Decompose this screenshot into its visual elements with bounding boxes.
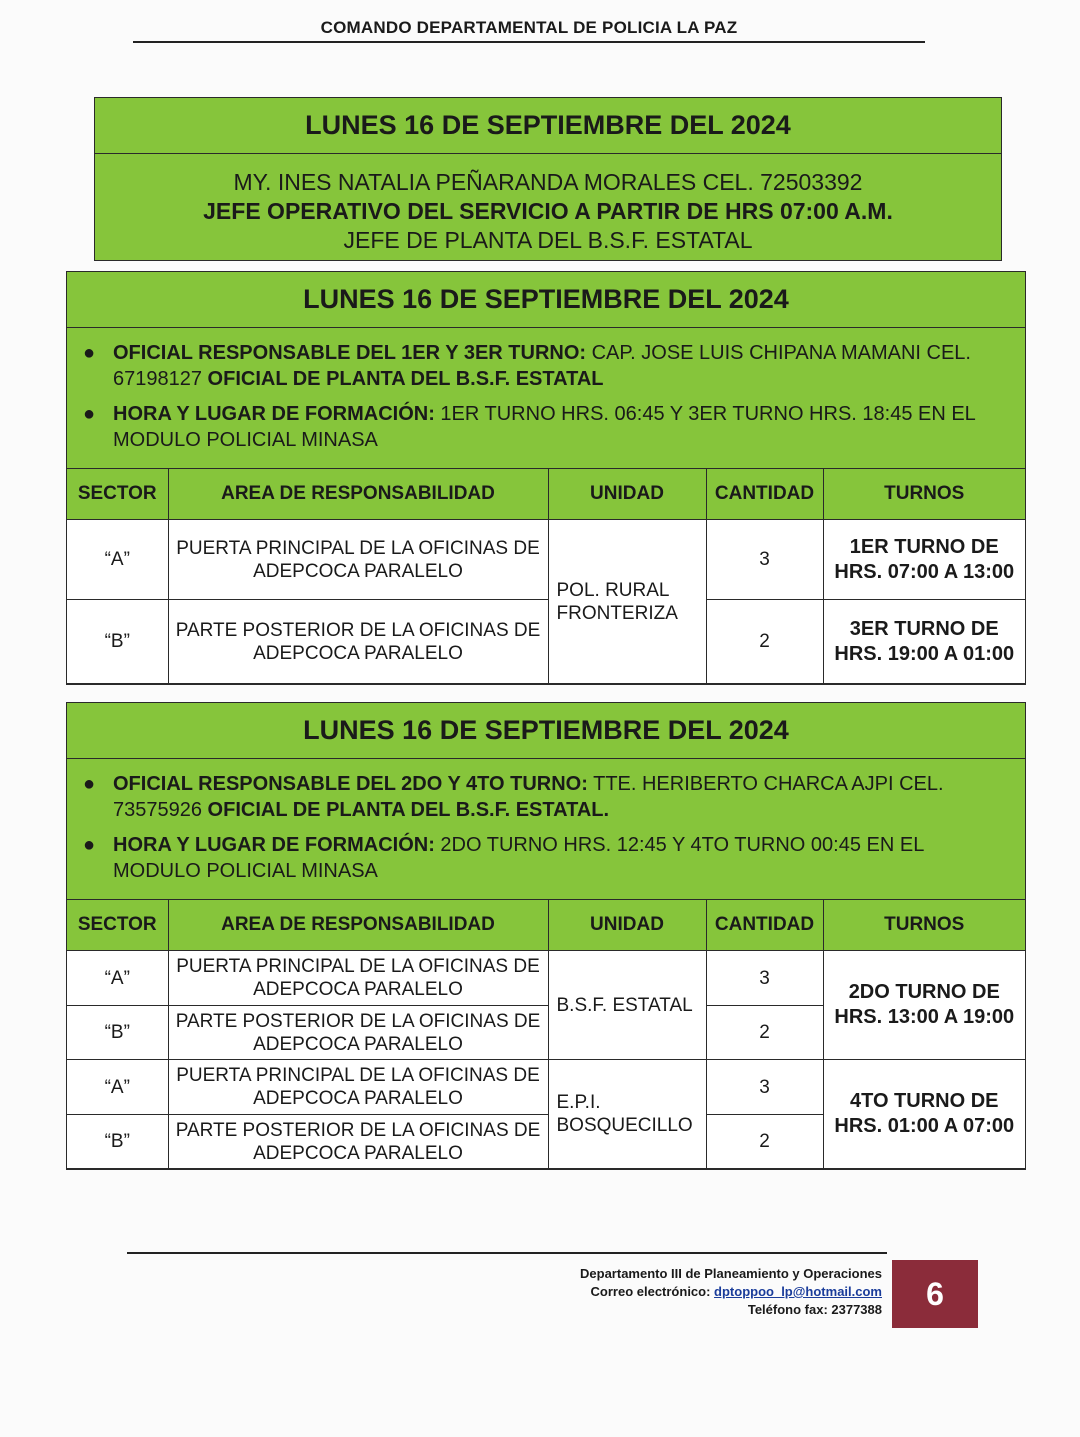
header-divider bbox=[133, 41, 925, 43]
section-1-table bbox=[67, 468, 1025, 684]
chief-role: JEFE OPERATIVO DEL SERVICIO A PARTIR DE HRS 07:00 A.M. bbox=[203, 198, 893, 224]
cell-sector: “B” bbox=[67, 1115, 168, 1169]
table-row bbox=[67, 951, 1025, 1006]
cell-area: PARTE POSTERIOR DE LA OFICINAS DE ADEPCOCA PARALELO bbox=[168, 1006, 548, 1060]
cell-turn: 1ER TURNO DE HRS. 07:00 A 13:00 bbox=[823, 520, 1025, 600]
col-unit: UNIDAD bbox=[548, 900, 706, 951]
cell-turn: 3ER TURNO DE HRS. 19:00 A 01:00 bbox=[823, 600, 1025, 684]
bullet-formation bbox=[83, 832, 1015, 884]
cell-area: PUERTA PRINCIPAL DE LA OFICINAS DE ADEPCOCA PARALELO bbox=[168, 520, 548, 600]
bullet-officer-tail: OFICIAL DE PLANTA DEL B.S.F. ESTATAL. bbox=[207, 799, 610, 821]
bullet-formation bbox=[83, 401, 1015, 453]
chief-box-title: LUNES 16 DE SEPTIEMBRE DEL 2024 bbox=[95, 98, 1001, 154]
section-1-bullets bbox=[67, 328, 1025, 468]
section-2-bullets bbox=[67, 759, 1025, 899]
bullet-officer-text: TTE. HERIBERTO CHARCA AJPI CEL. 73575926 bbox=[113, 773, 944, 821]
cell-sector: “B” bbox=[67, 600, 168, 684]
table-row bbox=[67, 520, 1025, 600]
shift-section-1 bbox=[66, 271, 1026, 685]
section-2-title: LUNES 16 DE SEPTIEMBRE DEL 2024 bbox=[67, 703, 1025, 759]
cell-sector: “A” bbox=[67, 1060, 168, 1115]
bullet-officer-label: OFICIAL RESPONSABLE DEL 2DO Y 4TO TURNO: bbox=[113, 773, 588, 795]
chief-position: JEFE DE PLANTA DEL B.S.F. ESTATAL bbox=[343, 227, 753, 253]
cell-area: PARTE POSTERIOR DE LA OFICINAS DE ADEPCOCA PARALELO bbox=[168, 1115, 548, 1169]
col-sector: SECTOR bbox=[67, 469, 168, 520]
cell-unit: B.S.F. ESTATAL bbox=[548, 951, 706, 1060]
col-turns: TURNOS bbox=[823, 900, 1025, 951]
cell-qty: 2 bbox=[706, 600, 823, 684]
footer-divider bbox=[127, 1252, 887, 1254]
footer-email-link[interactable]: dptoppoo_lp@hotmail.com bbox=[714, 1284, 882, 1299]
shift-section-2 bbox=[66, 702, 1026, 1170]
col-area: AREA DE RESPONSABILIDAD bbox=[168, 900, 548, 951]
table-row bbox=[67, 1060, 1025, 1115]
page-number-badge: 6 bbox=[892, 1260, 978, 1328]
cell-sector: “A” bbox=[67, 951, 168, 1006]
table-row bbox=[67, 600, 1025, 684]
chief-name: MY. INES NATALIA PEÑARANDA MORALES CEL. 72503392 bbox=[233, 169, 863, 195]
col-area: AREA DE RESPONSABILIDAD bbox=[168, 469, 548, 520]
cell-area: PUERTA PRINCIPAL DE LA OFICINAS DE ADEPCOCA PARALELO bbox=[168, 951, 548, 1006]
bullet-formation-text: 2DO TURNO HRS. 12:45 Y 4TO TURNO 00:45 EN EL MODULO POLICIAL MINASA bbox=[113, 834, 924, 882]
bullet-dot-icon: ● bbox=[83, 834, 96, 856]
bullet-formation-text: 1ER TURNO HRS. 06:45 Y 3ER TURNO HRS. 18:45 EN EL MODULO POLICIAL MINASA bbox=[113, 403, 976, 451]
section-2-table bbox=[67, 899, 1025, 1169]
cell-qty: 3 bbox=[706, 951, 823, 1006]
footer-dept: Departamento III de Planeamiento y Operaciones bbox=[580, 1266, 882, 1281]
footer-email-line bbox=[470, 1283, 882, 1301]
footer-email-label: Correo electrónico: bbox=[590, 1284, 715, 1299]
footer-phone: Teléfono fax: 2377388 bbox=[747, 1302, 882, 1317]
cell-area: PUERTA PRINCIPAL DE LA OFICINAS DE ADEPCOCA PARALELO bbox=[168, 1060, 548, 1115]
col-turns: TURNOS bbox=[823, 469, 1025, 520]
bullet-officer-text: CAP. JOSE LUIS CHIPANA MAMANI CEL. 67198127 bbox=[113, 342, 971, 390]
cell-qty: 3 bbox=[706, 520, 823, 600]
chief-box bbox=[94, 97, 1002, 261]
bullet-officer-label: OFICIAL RESPONSABLE DEL 1ER Y 3ER TURNO: bbox=[113, 342, 587, 364]
cell-qty: 2 bbox=[706, 1006, 823, 1060]
cell-sector: “B” bbox=[67, 1006, 168, 1060]
section-1-title: LUNES 16 DE SEPTIEMBRE DEL 2024 bbox=[67, 272, 1025, 328]
bullet-dot-icon: ● bbox=[83, 342, 96, 364]
col-qty: CANTIDAD bbox=[706, 469, 823, 520]
col-unit: UNIDAD bbox=[548, 469, 706, 520]
cell-area: PARTE POSTERIOR DE LA OFICINAS DE ADEPCOCA PARALELO bbox=[168, 600, 548, 684]
cell-unit: E.P.I. BOSQUECILLO bbox=[548, 1060, 706, 1169]
footer-info bbox=[470, 1265, 882, 1319]
cell-turn: 4TO TURNO DE HRS. 01:00 A 07:00 bbox=[823, 1060, 1025, 1169]
bullet-officer bbox=[83, 771, 1015, 823]
bullet-officer-tail: OFICIAL DE PLANTA DEL B.S.F. ESTATAL bbox=[207, 368, 604, 390]
bullet-formation-label: HORA Y LUGAR DE FORMACIÓN: bbox=[113, 403, 435, 425]
cell-unit: POL. RURAL FRONTERIZA bbox=[548, 520, 706, 684]
bullet-officer bbox=[83, 340, 1015, 392]
cell-turn: 2DO TURNO DE HRS. 13:00 A 19:00 bbox=[823, 951, 1025, 1060]
cell-qty: 3 bbox=[706, 1060, 823, 1115]
bullet-dot-icon: ● bbox=[83, 403, 96, 425]
page-header-title: COMANDO DEPARTAMENTAL DE POLICIA LA PAZ bbox=[320, 18, 738, 37]
cell-sector: “A” bbox=[67, 520, 168, 600]
bullet-dot-icon: ● bbox=[83, 773, 96, 795]
cell-qty: 2 bbox=[706, 1115, 823, 1169]
col-sector: SECTOR bbox=[67, 900, 168, 951]
col-qty: CANTIDAD bbox=[706, 900, 823, 951]
bullet-formation-label: HORA Y LUGAR DE FORMACIÓN: bbox=[113, 834, 435, 856]
